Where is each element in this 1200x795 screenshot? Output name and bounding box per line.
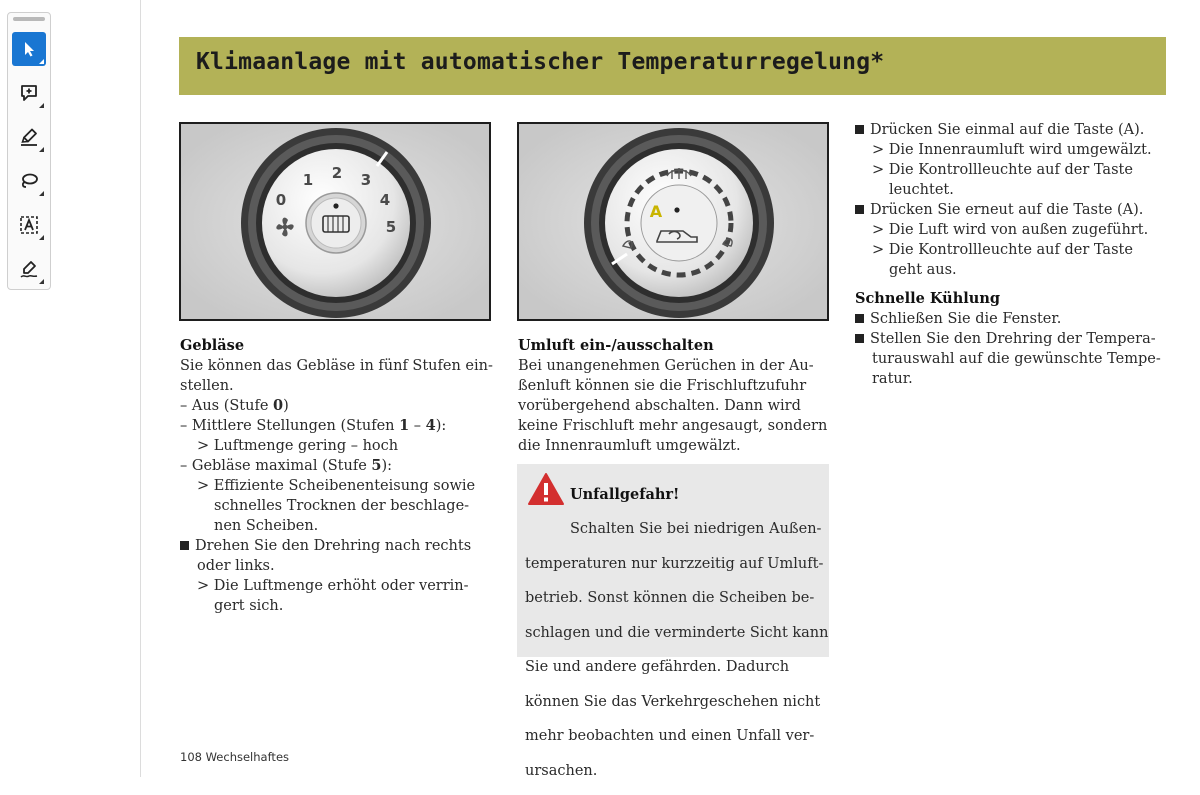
- bullet-item: [855, 329, 1161, 349]
- level-number: 4: [425, 417, 436, 434]
- bullet-text: Drücken Sie einmal auf die Taste (A).: [870, 122, 1145, 138]
- sub-item: > Die Luftmenge erhöht oder verrin-: [197, 578, 469, 594]
- list-item-text: Gebläse maximal (Stufe: [191, 458, 372, 474]
- square-bullet-icon: [855, 334, 864, 343]
- highlight-tool-button[interactable]: [12, 120, 46, 154]
- list-item-text: Aus (Stufe: [191, 398, 274, 414]
- sub-item-continued: gert sich.: [214, 598, 284, 614]
- warning-line: können Sie das Verkehrgeschehen nicht: [525, 693, 821, 710]
- bullet-continued: oder links.: [197, 558, 275, 574]
- warning-line: Schalten Sie bei niedrigen Außen-: [570, 521, 822, 537]
- square-bullet-icon: [855, 125, 864, 134]
- list-item-text: Mittlere Stellungen (Stufen: [191, 418, 400, 434]
- fan-level-0: 0: [275, 191, 287, 209]
- warning-line: betrieb. Sonst können die Scheiben be-: [525, 590, 815, 606]
- list-item: [180, 416, 493, 436]
- fan-level-2: 2: [331, 164, 343, 182]
- sub-item-continued: leuchtet.: [889, 182, 954, 198]
- level-number: 1: [399, 417, 410, 434]
- warning-line: ursachen.: [525, 762, 598, 779]
- fan-level-1: 1: [302, 171, 314, 189]
- text-box-icon: [19, 215, 39, 235]
- fan-level-5: 5: [385, 218, 397, 236]
- warning-box: [517, 464, 829, 779]
- cursor-icon: [20, 40, 38, 58]
- warning-line: temperaturen nur kurzzeitig auf Umluft-: [525, 555, 824, 572]
- recirculation-section: [518, 336, 827, 456]
- list-dash: –: [180, 418, 188, 434]
- select-tool-button[interactable]: [12, 32, 46, 66]
- fan-level-4: 4: [379, 191, 391, 209]
- paragraph-line: Bei unangenehmen Gerüchen in der Au-: [518, 358, 814, 374]
- page-title: Klimaanlage mit automatischer Temperaturregelung*: [196, 49, 885, 75]
- fan-level-3: 3: [360, 171, 372, 189]
- paragraph-line: Sie können das Gebläse in fünf Stufen ein-: [180, 358, 493, 374]
- list-dash: –: [180, 398, 188, 414]
- bullet-text: Schließen Sie die Fenster.: [870, 311, 1062, 327]
- list-item-text: –: [409, 418, 426, 434]
- list-dash: –: [180, 458, 188, 474]
- warning-line: Sie und andere gefährden. Dadurch: [525, 659, 790, 675]
- recirculation-dial-illustration: [519, 124, 827, 319]
- bullet-text: Stellen Sie den Drehring der Tempera-: [870, 331, 1156, 347]
- bullet-continued: ratur.: [872, 371, 913, 387]
- section-heading-umluft: Umluft ein-/ausschalten: [518, 337, 714, 354]
- title-banner: [179, 37, 1166, 95]
- warning-line: mehr beobachten und einen Unfall ver-: [525, 728, 815, 744]
- paragraph-line: vorübergehend abschalten. Dann wird: [518, 398, 801, 414]
- bullet-item: [855, 200, 1161, 220]
- recirculation-dial-figure: [517, 122, 829, 321]
- level-number: 5: [371, 457, 382, 474]
- bullet-text: Drehen Sie den Drehring nach rechts: [195, 538, 472, 554]
- bullet-continued: turauswahl auf die gewünschte Tempe-: [872, 351, 1161, 367]
- sidebar: [0, 0, 141, 777]
- list-item-text: ):: [381, 458, 393, 474]
- sub-item: > Die Kontrollleuchte auf der Taste: [872, 242, 1133, 258]
- warning-title: [525, 485, 829, 505]
- add-comment-icon: [19, 83, 39, 103]
- fan-dial-illustration: [181, 124, 489, 319]
- bullet-item: [855, 120, 1161, 140]
- paragraph-line: keine Frischluft mehr angesaugt, sondern: [518, 418, 828, 434]
- section-heading-schnelle-kuehlung: Schnelle Kühlung: [855, 290, 1000, 307]
- sub-item-continued: nen Scheiben.: [214, 518, 319, 534]
- level-number: 0: [273, 397, 284, 414]
- list-item: [180, 396, 493, 416]
- section-heading-geblaese: Gebläse: [180, 337, 245, 354]
- highlighter-icon: [19, 127, 39, 147]
- square-bullet-icon: [855, 314, 864, 323]
- instructions-section: [855, 120, 1161, 389]
- sub-item: > Die Luft wird von außen zugeführt.: [872, 222, 1149, 238]
- paragraph-line: ßenluft können sie die Frischluftzufuhr: [518, 378, 807, 394]
- sub-item: > Die Innenraumluft wird umgewälzt.: [872, 142, 1152, 158]
- warning-line: schlagen und die verminderte Sicht kann: [525, 624, 829, 641]
- section-name: Wechselhaftes: [205, 750, 290, 764]
- paragraph-line: die Innenraumluft umgewälzt.: [518, 438, 741, 454]
- square-bullet-icon: [180, 541, 189, 550]
- sub-item-continued: schnelles Trocknen der beschlage-: [214, 498, 470, 514]
- fan-section: [180, 336, 493, 616]
- toolbar-drag-handle[interactable]: [13, 17, 45, 21]
- list-item: [180, 456, 493, 476]
- bullet-item: [855, 309, 1161, 329]
- warning-title-text: Unfallgefahr!: [570, 485, 680, 503]
- square-bullet-icon: [855, 205, 864, 214]
- bullet-text: Drücken Sie erneut auf die Taste (A).: [870, 202, 1144, 218]
- lasso-icon: [19, 171, 39, 191]
- list-item-text: ): [283, 398, 289, 414]
- sub-item: > Effiziente Scheibenenteisung sowie: [197, 478, 476, 494]
- paragraph-line: stellen.: [180, 378, 234, 394]
- lasso-tool-button[interactable]: [12, 164, 46, 198]
- add-comment-button[interactable]: [12, 76, 46, 110]
- signature-tool-button[interactable]: [12, 252, 46, 286]
- text-box-tool-button[interactable]: [12, 208, 46, 242]
- list-item-text: ):: [435, 418, 447, 434]
- sub-item: > Die Kontrollleuchte auf der Taste: [872, 162, 1133, 178]
- bullet-item: [180, 536, 493, 556]
- page-number: 108: [180, 750, 202, 764]
- annotation-toolbar: [7, 12, 51, 290]
- fan-dial-figure: [179, 122, 491, 321]
- page-footer: [180, 750, 289, 764]
- signature-pen-icon: [19, 259, 39, 279]
- sub-item-continued: geht aus.: [889, 262, 957, 278]
- recirculation-key-a-label: A: [649, 202, 663, 221]
- sub-item: > Luftmenge gering – hoch: [197, 438, 399, 454]
